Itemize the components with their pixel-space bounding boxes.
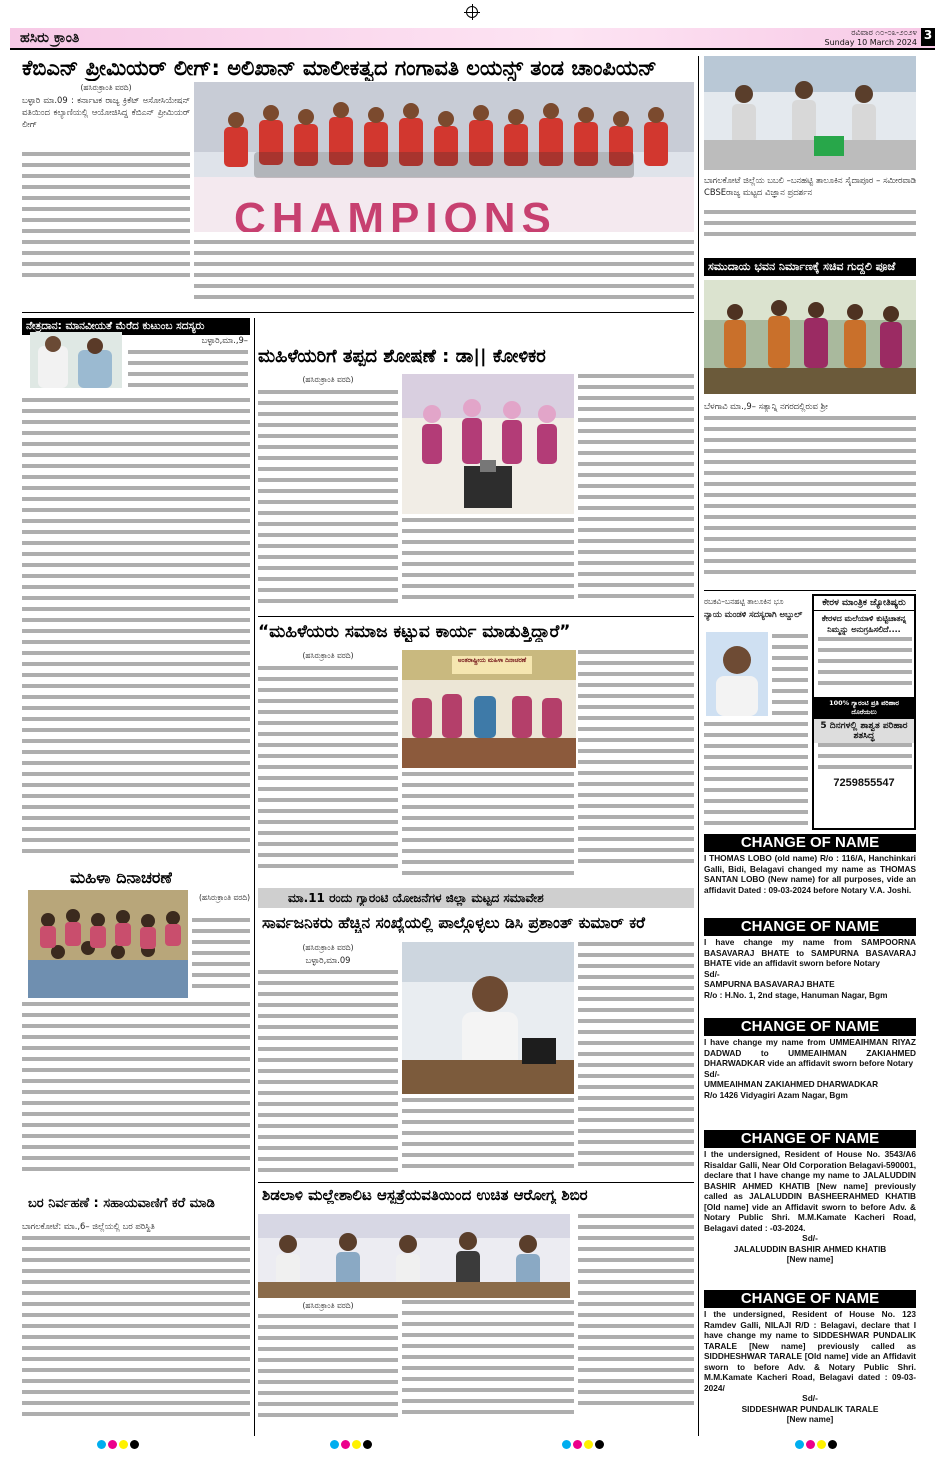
guarantee-headline: ಸಾರ್ವಜನಿಕರು ಹೆಚ್ಚಿನ ಸಂಖ್ಯೆಯಲ್ಲಿ ಪಾಲ್ಗೊಳ್ಳಲು ಡಿಸಿ ಪ್ರಶಾಂತ್ ಕುಮಾರ್ ಕರೆ (262, 914, 646, 932)
page-number: 3 (921, 28, 935, 46)
change-of-name-name-5: SIDDESHWAR PUNDALIK TARALE (741, 1403, 879, 1414)
kerala-ad-text (818, 637, 912, 697)
guarantee-text-1 (258, 970, 398, 1178)
change-of-name-title-4: CHANGE OF NAME (704, 1130, 916, 1148)
change-of-name-text-5: I the undersigned, Resident of House No. 123 Ramdev Galli, NILAJI R/D : Belagavi, declare that I have change my name to SIDDESHWAR PUNDALIK TARALE [New name] previously called as SIDDHESHWAR TARALE [Old name] vide an Affidavit sworn to before Adv. & Notary Public Shri. M.M.Kamate Kacheri Road, Belagavi dated : 09-03-2024/ (704, 1309, 916, 1393)
drought-text (22, 1236, 250, 1432)
lead-photo (194, 82, 694, 232)
society-banner-text: ಅಂತರಾಷ್ಟ್ರೀಯ ಮಹಿಳಾ ದಿನಾಚರಣೆ (457, 657, 527, 664)
society-byline: (ಹಸಿರುಕ್ರಾಂತಿ ವರದಿ) (302, 651, 354, 660)
guarantee-dateline: ಬಳ್ಳಾರಿ,ಮಾ.09 (305, 955, 351, 965)
womensday-byline: (ಹಸಿರುಕ್ರಾಂತಿ ವರದಿ) (198, 893, 250, 902)
health-headline: ಶಿಡಲಾಳಿ ಮಲ್ಲೇಶಾಲಿಟ ಆಸ್ಪತ್ರೆಯವತಿಯಿಂದ ಉಚಿತ ಆರೋಗ್ಯ ಶಿಬಿರ (262, 1186, 588, 1204)
change-of-name-sd-3: Sd/- (704, 1068, 720, 1079)
kerala-ad-title: ಕೇರಳ ಮಾಂತ್ರಿಕ ಜ್ಯೋತಿಷ್ಯರು (814, 596, 914, 611)
change-of-name-text-2: I have change my name from SAMPOORNA BASAVARAJ BHATE to SAMPURNA BASAVARAJ BHATE vide an affidavit sworn before Notary (704, 937, 916, 968)
change-of-name-title-3: CHANGE OF NAME (704, 1018, 916, 1036)
change-of-name-name-4: JALALUDDIN BASHIR AHMED KHATIB (733, 1243, 887, 1254)
issue-date (825, 28, 918, 48)
exploitation-byline: (ಹಸಿರುಕ್ರಾಂತಿ ವರದಿ) (302, 375, 354, 384)
congress-photo (706, 632, 768, 716)
change-of-name-text-4: I the undersigned, Resident of House No. 3543/A6 Risaldar Galli, Near Old Corporation Belagavi-590001, declare that I have change my name to JALALUDDIN BASHIR AHMED KHATIB [New name] previously called as JALALUDDIN BASHEERAHMED KHATIB [Old name] vide an Affidavit sworn to before Adv. & Notary Public Shri. M.M.Kamate Kacheri Road, Belagavi dated : -03-2024. (704, 1149, 916, 1233)
congress-text-2 (704, 722, 808, 828)
eye-donation-headline: ನೇತ್ರದಾನ: ಮಾನವೀಯತೆ ಮೆರೆದ ಕುಟುಂಬ ಸದಸ್ಯರು (22, 318, 250, 335)
bhavana-text (704, 416, 916, 588)
womensday-photo (28, 890, 188, 998)
change-of-name-title-1: CHANGE OF NAME (704, 834, 916, 852)
change-of-name-sd-5: Sd/- (802, 1393, 818, 1403)
change-of-name-notice-4 (704, 1149, 916, 1287)
change-of-name-address-2: R/o : H.No. 1, 2nd stage, Hanuman Nagar, Bgm (704, 989, 888, 1000)
kerala-ad-days: 5 ದಿನಗಳಲ್ಲಿ ಶಾಶ್ವತ ಪರಿಹಾರ ಶತಸಿದ್ಧ (814, 719, 914, 743)
column-rule (698, 56, 699, 1436)
kerala-ad-phone: 7259855547 (833, 777, 895, 789)
lead-continued-text (194, 240, 694, 310)
change-of-name-sd-4: Sd/- (802, 1233, 818, 1243)
guarantee-byline: (ಹಸಿರುಕ್ರಾಂತಿ ವರದಿ) (302, 943, 354, 952)
change-of-name-notice-5 (704, 1309, 916, 1435)
eye-donation-text (128, 350, 248, 394)
cbse-photo (704, 56, 916, 170)
health-photo (258, 1214, 570, 1298)
change-of-name-title-2: CHANGE OF NAME (704, 918, 916, 936)
bhavana-photo (704, 280, 916, 394)
date-english: Sunday 10 March 2024 (824, 38, 917, 47)
cbse-text (704, 210, 916, 250)
society-headline: “ಮಹಿಳೆಯರು ಸಮಾಜ ಕಟ್ಟುವ ಕಾರ್ಯ ಮಾಡುತ್ತಿದ್ದಾರೆ” (258, 622, 571, 642)
health-byline: (ಹಸಿರುಕ್ರಾಂತಿ ವರದಿ) (302, 1301, 354, 1310)
womensday-headline: ಮಹಿಳಾ ದಿನಾಚರಣೆ (70, 868, 173, 887)
divider (22, 312, 694, 313)
change-of-name-notice-3 (704, 1037, 916, 1125)
divider (258, 616, 694, 617)
divider (704, 590, 916, 591)
color-strip-bottom-2 (330, 1440, 372, 1449)
exploitation-headline: ಮಹಿಳೆಯರಿಗೆ ತಪ್ಪದ ಶೋಷಣೆ : ಡಾ|| ಕೋಳಿಕರ (258, 346, 546, 367)
change-of-name-title-5: CHANGE OF NAME (704, 1290, 916, 1308)
congress-text-1 (772, 634, 808, 720)
lead-headline: ಕೆಬಿಎನ್ ಪ್ರೀಮಿಯರ್ ಲೀಗ್: ಅಲಿಖಾನ್ ಮಾಲೀಕತ್ವದ ಗಂಗಾವತಿ ಲಯನ್ಸ್ ತಂಡ ಚಾಂಪಿಯನ್ (22, 56, 657, 80)
column-rule (254, 318, 255, 1436)
guarantee-kicker: ಮಾ.11 ರಂದು ಗ್ಯಾರಂಟಿ ಯೋಜನೆಗಳ ಜಿಲ್ಲಾ ಮಟ್ಟದ ಸಮಾವೇಶ (288, 891, 544, 905)
congress-headline: ನ್ಯಾಯ ಮಂಡಳಿ ಸದಸ್ಯರಾಗಿ ಅಬ್ದುಲ್ (704, 609, 803, 619)
health-text-2 (402, 1300, 574, 1432)
lead-byline: (ಹಸಿರುಕ್ರಾಂತಿ ವರದಿ) (80, 83, 132, 92)
bhavana-headline: ಸಮುದಾಯ ಭವನ ನಿರ್ಮಾಣಕ್ಕೆ ಸಚಿವ ಗುದ್ದಲಿ ಪೂಜೆ (704, 258, 916, 276)
eye-donation-photo (30, 332, 122, 388)
color-strip-bottom-1 (97, 1440, 139, 1449)
guarantee-text-3 (578, 942, 694, 1178)
change-of-name-text-3: I have change my name from UMMEAIHMAN RIYAZ DADWAD to UMMEAIHMAN ZAKIAHMED DHARWADKAR vide an affidavit sworn before Notary (704, 1037, 916, 1068)
date-kannada: ರವಿವಾರ ೧೦-೦೩-೨೦೨೪ (851, 28, 917, 37)
paper-name: ಹಸಿರು ಕ್ರಾಂತಿ (20, 30, 80, 46)
change-of-name-notice-2 (704, 937, 916, 1013)
color-strip-bottom-4 (795, 1440, 837, 1449)
exploitation-text-3 (578, 374, 694, 612)
masthead (10, 28, 935, 50)
lead-text-block (22, 152, 190, 288)
society-text-2 (402, 772, 574, 882)
eye-donation-dateline: ಬಳ್ಳಾರಿ,ಮಾ.,9– (201, 335, 248, 345)
change-of-name-address-4: [New name] (786, 1254, 834, 1264)
congress-kicker: ರಬಕವಿ–ಬನಹಟ್ಟಿ ತಾಲೂಕಿನ ಭೂ (704, 597, 784, 606)
change-of-name-address-5: [New name] (786, 1414, 834, 1424)
change-of-name-address-3: R/o 1426 Vidyagiri Azam Nagar, Bgm (704, 1089, 848, 1100)
exploitation-text-2 (402, 518, 574, 612)
divider (258, 1182, 694, 1183)
bhavana-dateline: ಬೆಳಗಾವಿ ಮಾ.,9– ಸತ್ಯಾನ್ನಿ ನಗರದಲ್ಲಿರುವ ಶ್ರೀ (704, 401, 828, 411)
health-text-3 (578, 1214, 694, 1432)
womensday-text (192, 918, 250, 1002)
guarantee-photo (402, 942, 574, 1094)
photo-banner-text: CHAMPIONS (234, 194, 557, 232)
registration-mark-top (466, 6, 478, 18)
womensday-text-2 (22, 1002, 250, 1186)
kerala-ad-text-2 (818, 743, 912, 777)
guarantee-text-2 (402, 1098, 574, 1178)
exploitation-photo (402, 374, 574, 514)
change-of-name-name-3: UMMEAIHMAN ZAKIAHMED DHARWADKAR (704, 1079, 879, 1089)
lead-dateline: ಬಳ್ಳಾರಿ ಮಾ.09 : ಕರ್ನಾಟಕ ರಾಜ್ಯ ಕ್ರಿಕೆಟ್ ಅಸೋಸಿಯೇಷನ್ ವತಿಯಿಂದ ಕಲ್ಯಾಣಿಯಲ್ಲಿ ಆಯೋಜಿಸಿದ್ದ ಕೆಬಿಎನ್ ಪ್ರೀಮಿಯರ್ ಲೀಗ್ (22, 95, 190, 129)
change-of-name-sd-2: Sd/- (704, 968, 720, 979)
change-of-name-name-2: SAMPURNA BASAVARAJ BHATE (704, 979, 835, 989)
color-strip-bottom-3 (562, 1440, 604, 1449)
eye-donation-text-2 (22, 398, 250, 862)
kerala-ad-guarantee: 100% ಗ್ಯಾರಂಟಿ ಪ್ರತಿ ಪರಿಹಾರ ದೊರೆಯಲು (814, 697, 914, 719)
drought-dateline: ಬಾಗಲಕೋಟೆ: ಮಾ.,6– ಜಿಲ್ಲೆಯಲ್ಲಿ ಬರ ಪರಿಸ್ಥಿತಿ (22, 1221, 155, 1231)
health-text-1 (258, 1314, 398, 1432)
cbse-caption: ಬಾಗಲಕೋಟೆ ಜಿಲ್ಲೆಯ ಬಬಲಿ –ಬನಹಟ್ಟಿ ತಾಲೂಕಿನ ಸೈದಾಪೂರ – ಸಮೀರವಾಡಿ CBSEರಾಜ್ಯ ಮಟ್ಟದ ವಿಜ್ಞಾನ ಪ್ರದರ್ಶನ (704, 175, 916, 197)
society-photo (402, 650, 576, 768)
drought-headline: ಬರ ನಿರ್ವಹಣೆ : ಸಹಾಯವಾಣಿಗೆ ಕರೆ ಮಾಡಿ (28, 1196, 215, 1211)
kerala-ad (812, 594, 916, 830)
society-text-1 (258, 666, 398, 882)
exploitation-text-1 (258, 390, 398, 612)
kerala-ad-line1: ಕೇರಳದ ಮಲೆಯಾಳಿ ಕುಟ್ಟಿಚಾತನ್ನ ನಿಮ್ಮನ್ನು ಅನುಗ್ರಹಿಸಲಿದೆ.... (821, 614, 907, 634)
change-of-name-text-1: I THOMAS LOBO (old name) R/o : 116/A, Hanchinkari Galli, Bidi, Belagavi changed my name as THOMAS SANTAN LOBO (New name) for all purposes, vide an affidavit Dated : 09-03-2024 before Notary V.A. Joshi. (704, 853, 916, 895)
society-text-3 (578, 650, 694, 882)
